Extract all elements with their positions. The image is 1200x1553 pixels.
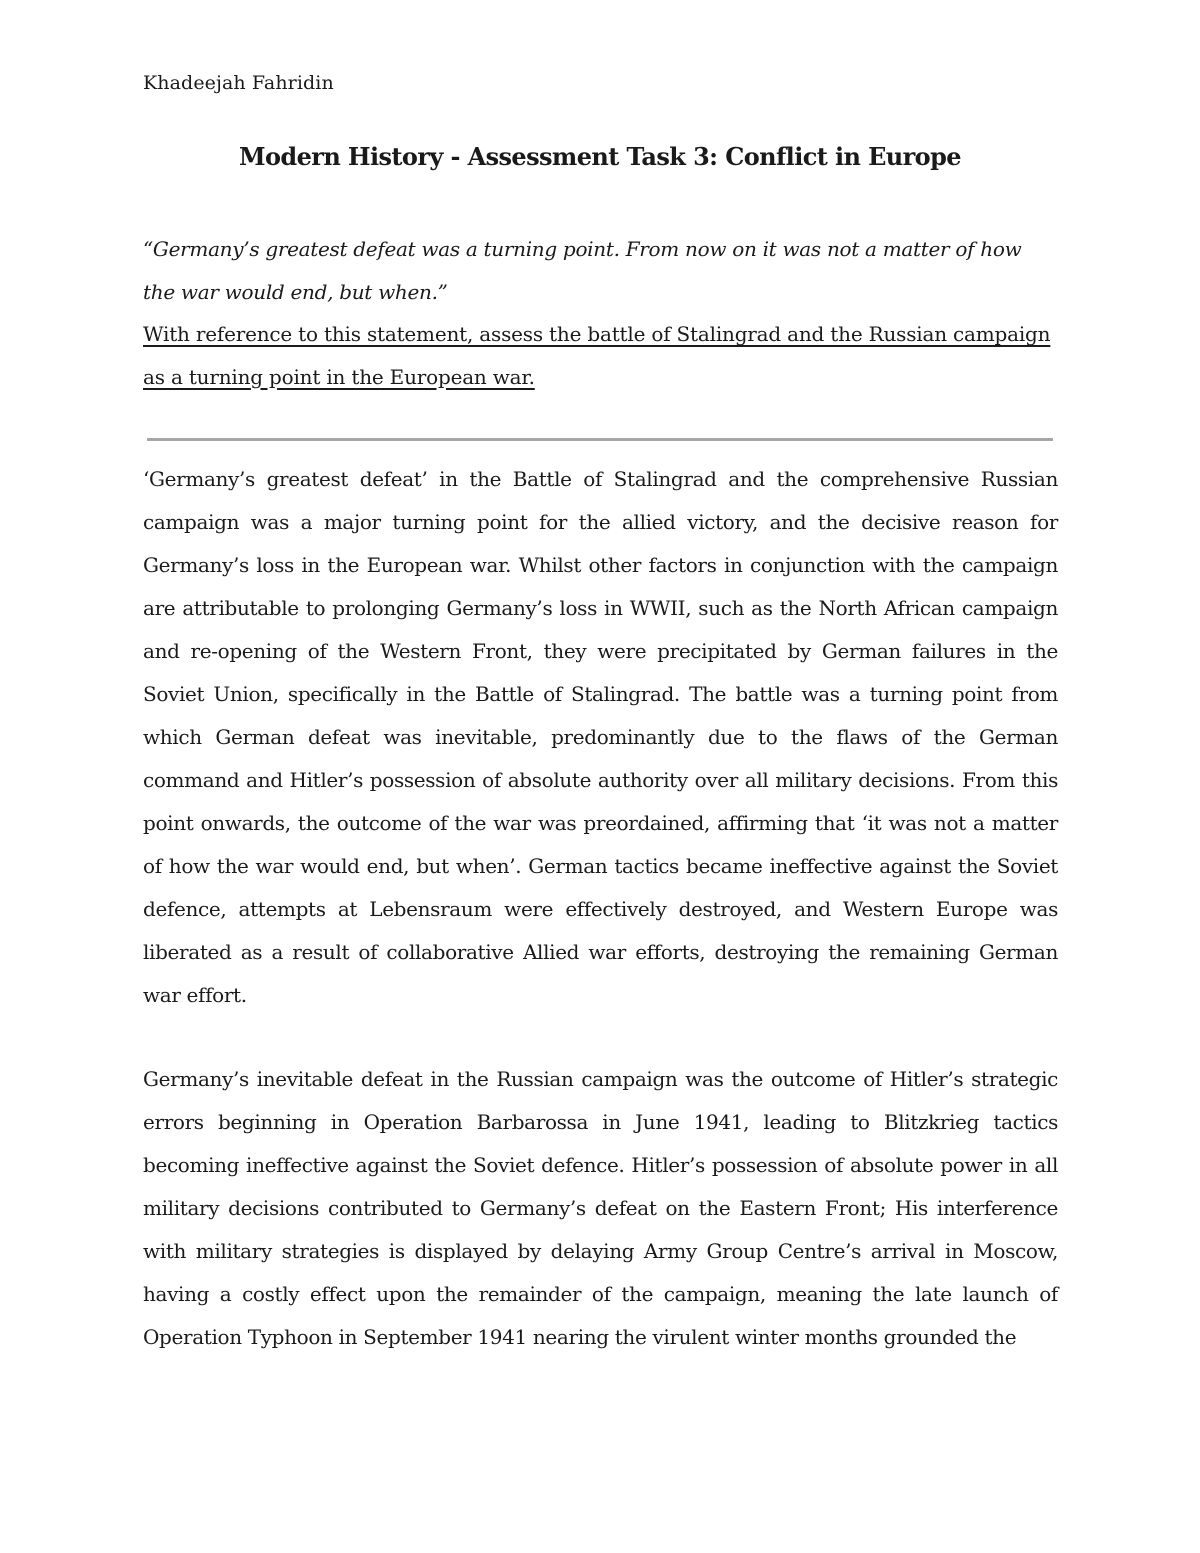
horizontal-divider: [147, 438, 1053, 441]
essay-instruction: With reference to this statement, assess the battle of Stalingrad and the Russian campaign as a turning point in the European war.: [143, 322, 1051, 389]
document-title: Modern History - Assessment Task 3: Conflict in Europe: [239, 142, 961, 171]
essay-quote: “Germany’s greatest defeat was a turning point. From now on it was not a matter of how the war would end, but when.”: [143, 237, 1022, 304]
essay-prompt: [143, 228, 1058, 398]
body-paragraph-2: Germany’s inevitable defeat in the Russian campaign was the outcome of Hitler’s strategic errors beginning in Operation Barbarossa in June 1941, leading to Blitzkrieg tactics becoming ineffective against the Soviet defence. Hitler’s possession of absolute power in all military decisions contributed to Germany’s defeat on the Eastern Front; His interference with military strategies is displayed by delaying Army Group Centre’s arrival in Moscow, having a costly effect upon the remainder of the campaign, meaning the late launch of Operation Typhoon in September 1941 nearing the virulent winter months grounded the: [143, 1067, 1058, 1349]
author-name: Khadeejah Fahridin: [143, 72, 334, 94]
body-paragraph-1: ‘Germany’s greatest defeat’ in the Battle of Stalingrad and the comprehensive Russian campaign was a major turning point for the allied victory, and the decisive reason for Germany’s loss in the European war. Whilst other factors in conjunction with the campaign are attributable to prolonging Germany’s loss in WWII, such as the North African campaign and re-opening of the Western Front, they were precipitated by German failures in the Soviet Union, specifically in the Battle of Stalingrad. The battle was a turning point from which German defeat was inevitable, predominantly due to the flaws of the German command and Hitler’s possession of absolute authority over all military decisions. From this point onwards, the outcome of the war was preordained, affirming that ‘it was not a matter of how the war would end, but when’. German tactics became ineffective against the Soviet defence, attempts at Lebensraum were effectively destroyed, and Western Europe was liberated as a result of collaborative Allied war efforts, destroying the remaining German war effort.: [143, 467, 1058, 1007]
